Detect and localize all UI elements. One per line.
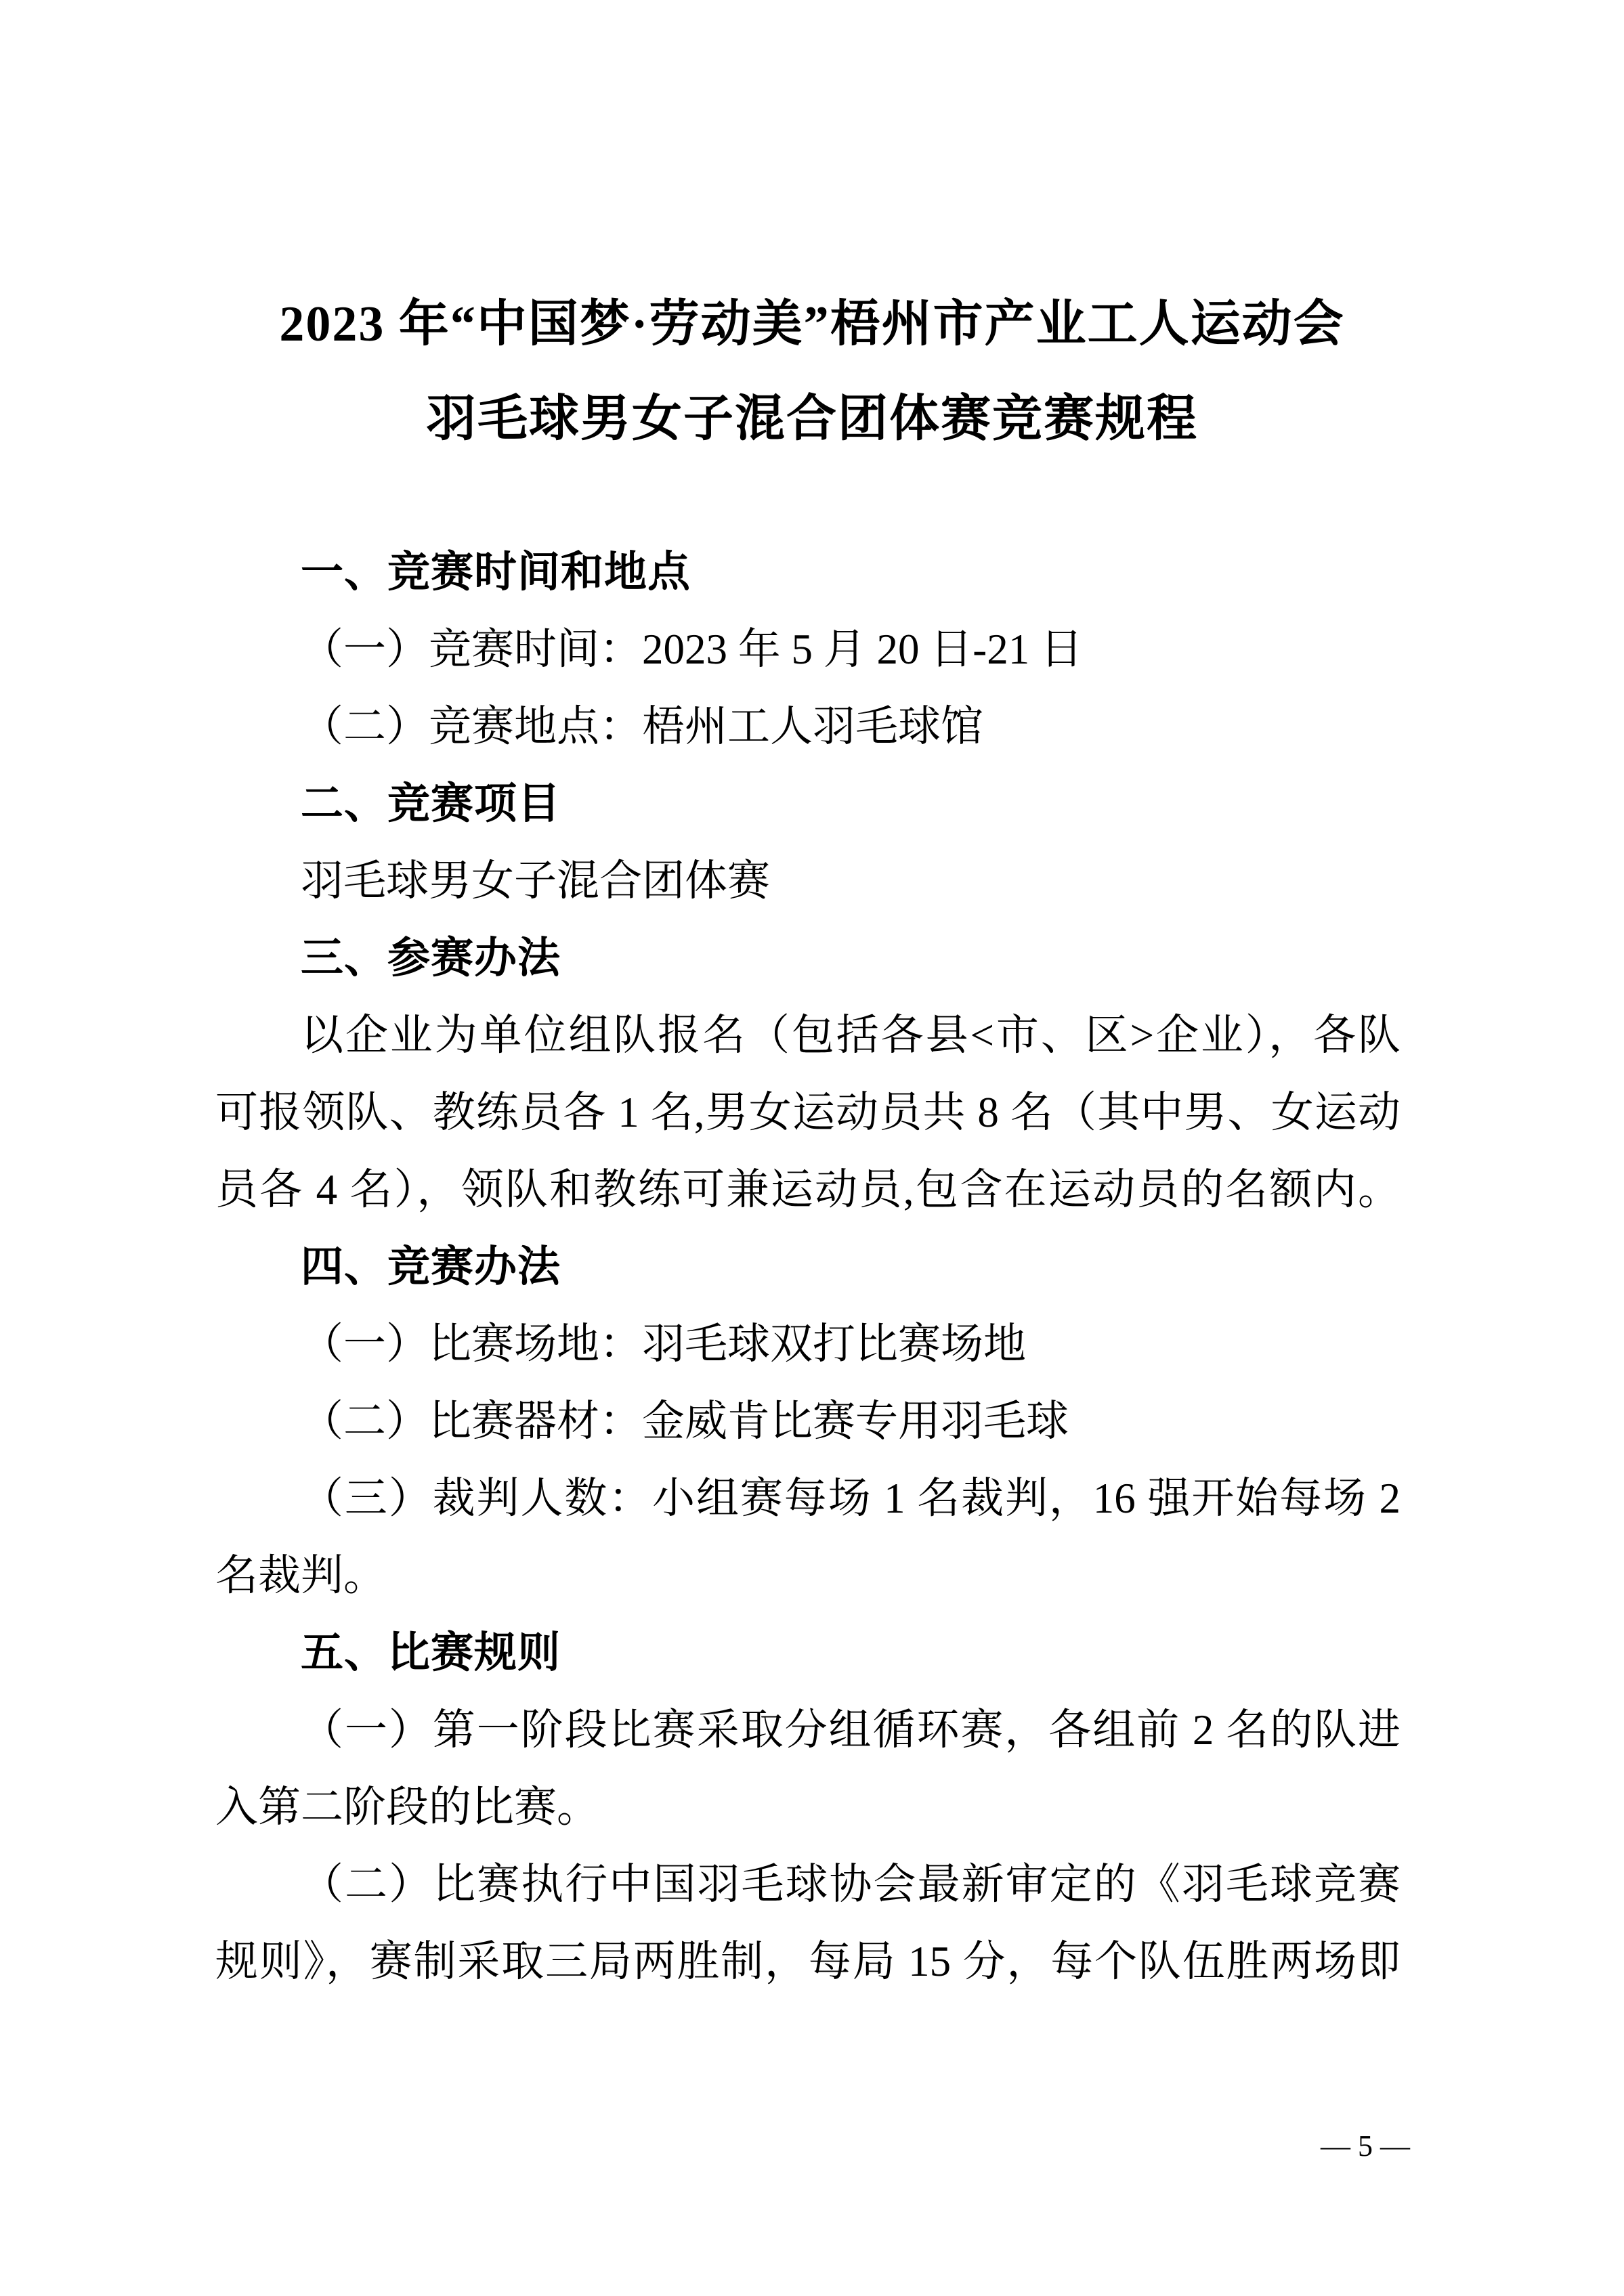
- document-title: [0, 277, 1624, 467]
- heading-match-rules: 五、比赛规则: [301, 1629, 561, 1676]
- para-entry-line-3: 员各 4 名），领队和教练可兼运动员,包含在运动员的名额内。: [215, 1166, 1401, 1213]
- line-event-name: 羽毛球男女子混合团体赛: [301, 857, 770, 905]
- page-number: — 5 —: [1321, 2129, 1410, 2163]
- page-footer: [1321, 2126, 1410, 2167]
- para-referees-line-2: 名裁判。: [215, 1552, 386, 1599]
- document-body: [215, 534, 1401, 2000]
- heading-competition-method: 四、竞赛办法: [301, 1243, 561, 1291]
- para-stage-line-1: （一）第一阶段比赛采取分组循环赛，各组前 2 名的队进: [301, 1706, 1401, 1754]
- line-competition-equipment: （二）比赛器材：金威肯比赛专用羽毛球: [301, 1398, 1069, 1445]
- line-competition-time: （一）竞赛时间：2023 年 5 月 20 日-21 日: [301, 626, 1083, 673]
- line-competition-court: （一）比赛场地：羽毛球双打比赛场地: [301, 1320, 1026, 1368]
- line-competition-venue: （二）竞赛地点：梧州工人羽毛球馆: [301, 703, 983, 750]
- para-entry-line-2: 可报领队、教练员各 1 名,男女运动员共 8 名（其中男、女运动: [215, 1089, 1401, 1136]
- heading-entry-method: 三、参赛办法: [301, 934, 561, 982]
- para-entry-line-1: 以企业为单位组队报名（包括各县<市、区>企业），各队: [301, 1012, 1401, 1059]
- para-rules-line-1: （二）比赛执行中国羽毛球协会最新审定的《羽毛球竞赛: [301, 1861, 1401, 1908]
- heading-competition-events: 二、竞赛项目: [301, 780, 561, 827]
- para-referees-line-1: （三）裁判人数：小组赛每场 1 名裁判，16 强开始每场 2: [301, 1475, 1401, 1522]
- title-line-1: 2023 年“中国梦·劳动美”梧州市产业工人运动会: [279, 297, 1345, 352]
- para-stage-line-2: 入第二阶段的比赛。: [215, 1783, 599, 1831]
- heading-time-and-place: 一、竞赛时间和地点: [301, 548, 691, 596]
- title-line-2: 羽毛球男女子混合团体赛竞赛规程: [426, 391, 1198, 447]
- para-rules-line-2: 规则》，赛制采取三局两胜制，每局 15 分，每个队伍胜两场即: [215, 1938, 1401, 1985]
